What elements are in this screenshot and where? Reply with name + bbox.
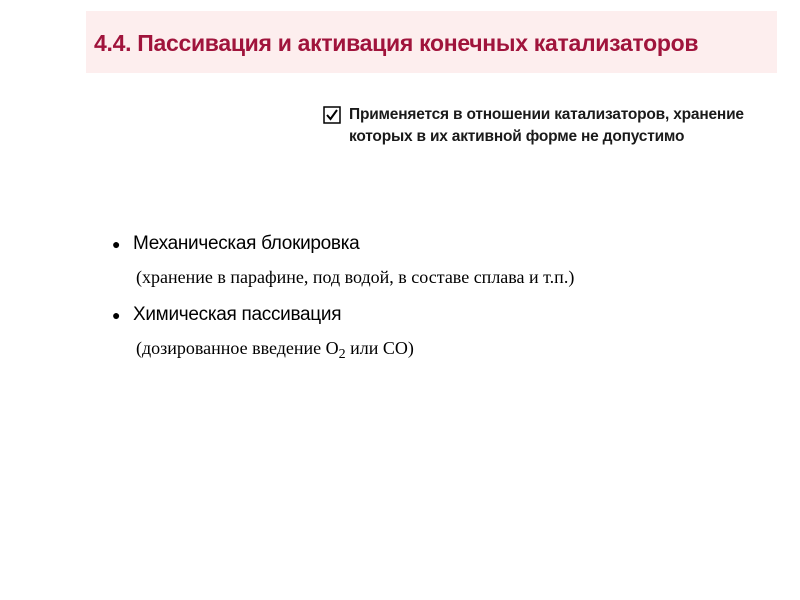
list-item-detail: (хранение в парафине, под водой, в составе сплава и т.п.): [136, 267, 575, 287]
detail-subscript: 2: [338, 347, 346, 362]
detail-text-after: или CO): [345, 338, 414, 358]
list-item-detail: [136, 337, 414, 362]
bullet-icon: ●: [112, 307, 121, 323]
checked-box-icon: [323, 106, 341, 124]
list-item-label: Механическая блокировка: [133, 233, 360, 254]
list-item-label: Химическая пассивация: [133, 304, 342, 325]
note-line-1: Применяется в отношении катализаторов, хранение: [349, 106, 744, 123]
note-line-2: которых в их активной форме не допустимо: [349, 128, 685, 145]
note-text: [349, 104, 769, 148]
detail-text-before: (дозированное введение O: [136, 338, 339, 358]
slide-title: 4.4. Пассивация и активация конечных катализаторов: [94, 30, 699, 56]
bullet-icon: ●: [112, 236, 121, 252]
